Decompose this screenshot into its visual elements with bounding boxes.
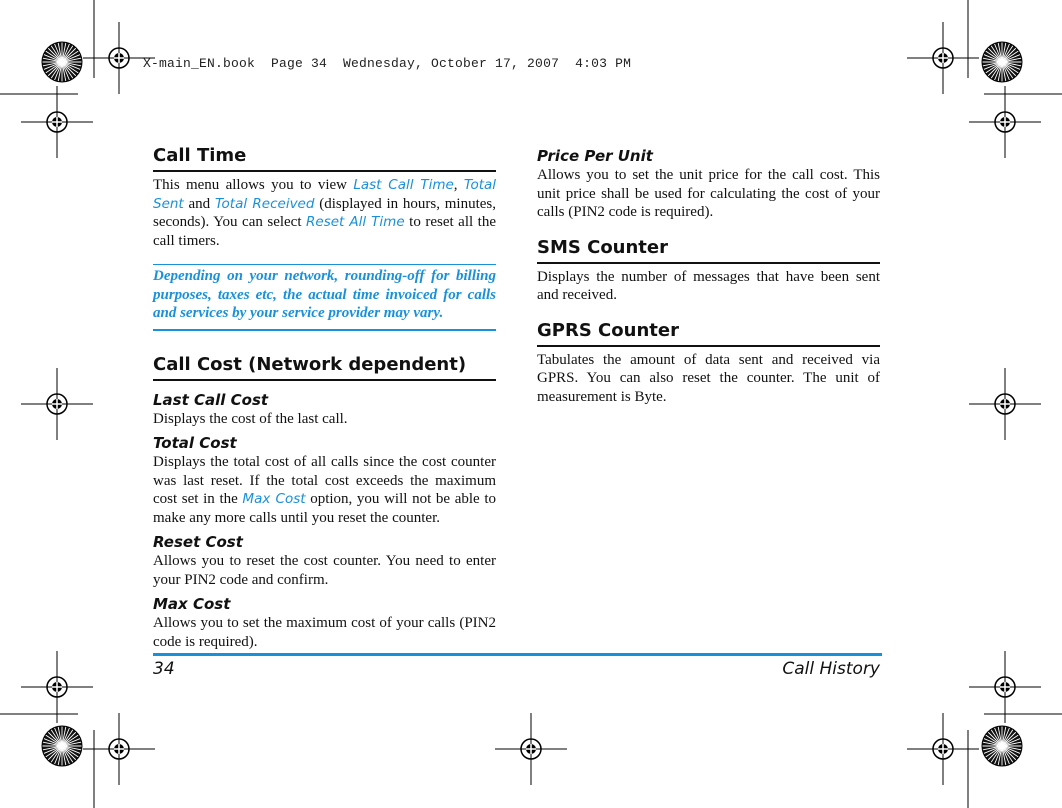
left-column: [153, 144, 496, 651]
keyword-last-call-time: Last Call Time: [353, 177, 454, 193]
keyword-total-received: Total Received: [214, 195, 315, 212]
last-call-cost-heading: Last Call Cost: [153, 390, 269, 409]
right-column: [537, 144, 880, 406]
call-time-body: [153, 176, 496, 250]
section-title: Call History: [782, 659, 880, 679]
max-cost-heading: Max Cost: [153, 595, 231, 613]
call-time-text-4: (displayed in hours, minutes, seconds). You can select: [153, 195, 496, 230]
call-time-text-3: and: [183, 195, 215, 212]
call-time-text-1: This menu allows you to view: [153, 177, 354, 193]
footer-rule: [153, 653, 882, 656]
total-cost-heading: Total Cost: [153, 434, 237, 452]
call-cost-heading: Call Cost (Network dependent): [153, 353, 496, 381]
price-per-unit-heading: Price Per Unit: [537, 147, 653, 165]
page-number: 34: [153, 659, 175, 679]
reset-cost-heading: Reset Cost: [153, 533, 243, 551]
sms-counter-heading: SMS Counter: [537, 236, 880, 264]
print-header-slug: X-main_EN.book Page 34 Wednesday, October 17, 2007 4:03 PM: [143, 56, 632, 71]
call-time-heading: Call Time: [153, 144, 496, 172]
max-cost-body: Allows you to set the maximum cost of your calls (PIN2 code is required).: [153, 615, 496, 650]
sms-counter-body: Displays the number of messages that have been sent and received.: [537, 268, 880, 303]
keyword-max-cost: Max Cost: [242, 491, 306, 507]
call-time-text-2: ,: [453, 177, 464, 193]
price-per-unit-body: Allows you to set the unit price for the call cost. This unit price shall be used for calculating the cost of your calls (PIN2 code is required).: [537, 167, 880, 220]
total-cost-text-2: option, you will not be able to make any more calls until you reset the counter.: [153, 491, 496, 526]
keyword-reset-all-time: Reset All Time: [306, 214, 405, 230]
total-cost-text-1: Displays the total cost of all calls since the cost counter was last reset. If the total cost exceeds the maximum cost set in the: [153, 454, 496, 507]
billing-note: Depending on your network, rounding-off for billing purposes, taxes etc, the actual time invoiced for calls and services by your service provider may vary.: [153, 264, 496, 331]
gprs-counter-heading: GPRS Counter: [537, 319, 880, 347]
reset-cost-body: Allows you to reset the cost counter. You need to enter your PIN2 code and confirm.: [153, 553, 496, 588]
last-call-cost-body: Displays the cost of the last call.: [153, 410, 348, 427]
call-time-text-5: to reset all the call timers.: [153, 214, 496, 249]
gprs-counter-body: Tabulates the amount of data sent and received via GPRS. You can also reset the counter. The unit of measurement is Byte.: [537, 351, 880, 405]
keyword-total-sent: Total Sent: [153, 177, 497, 212]
total-cost-body: [153, 453, 496, 527]
